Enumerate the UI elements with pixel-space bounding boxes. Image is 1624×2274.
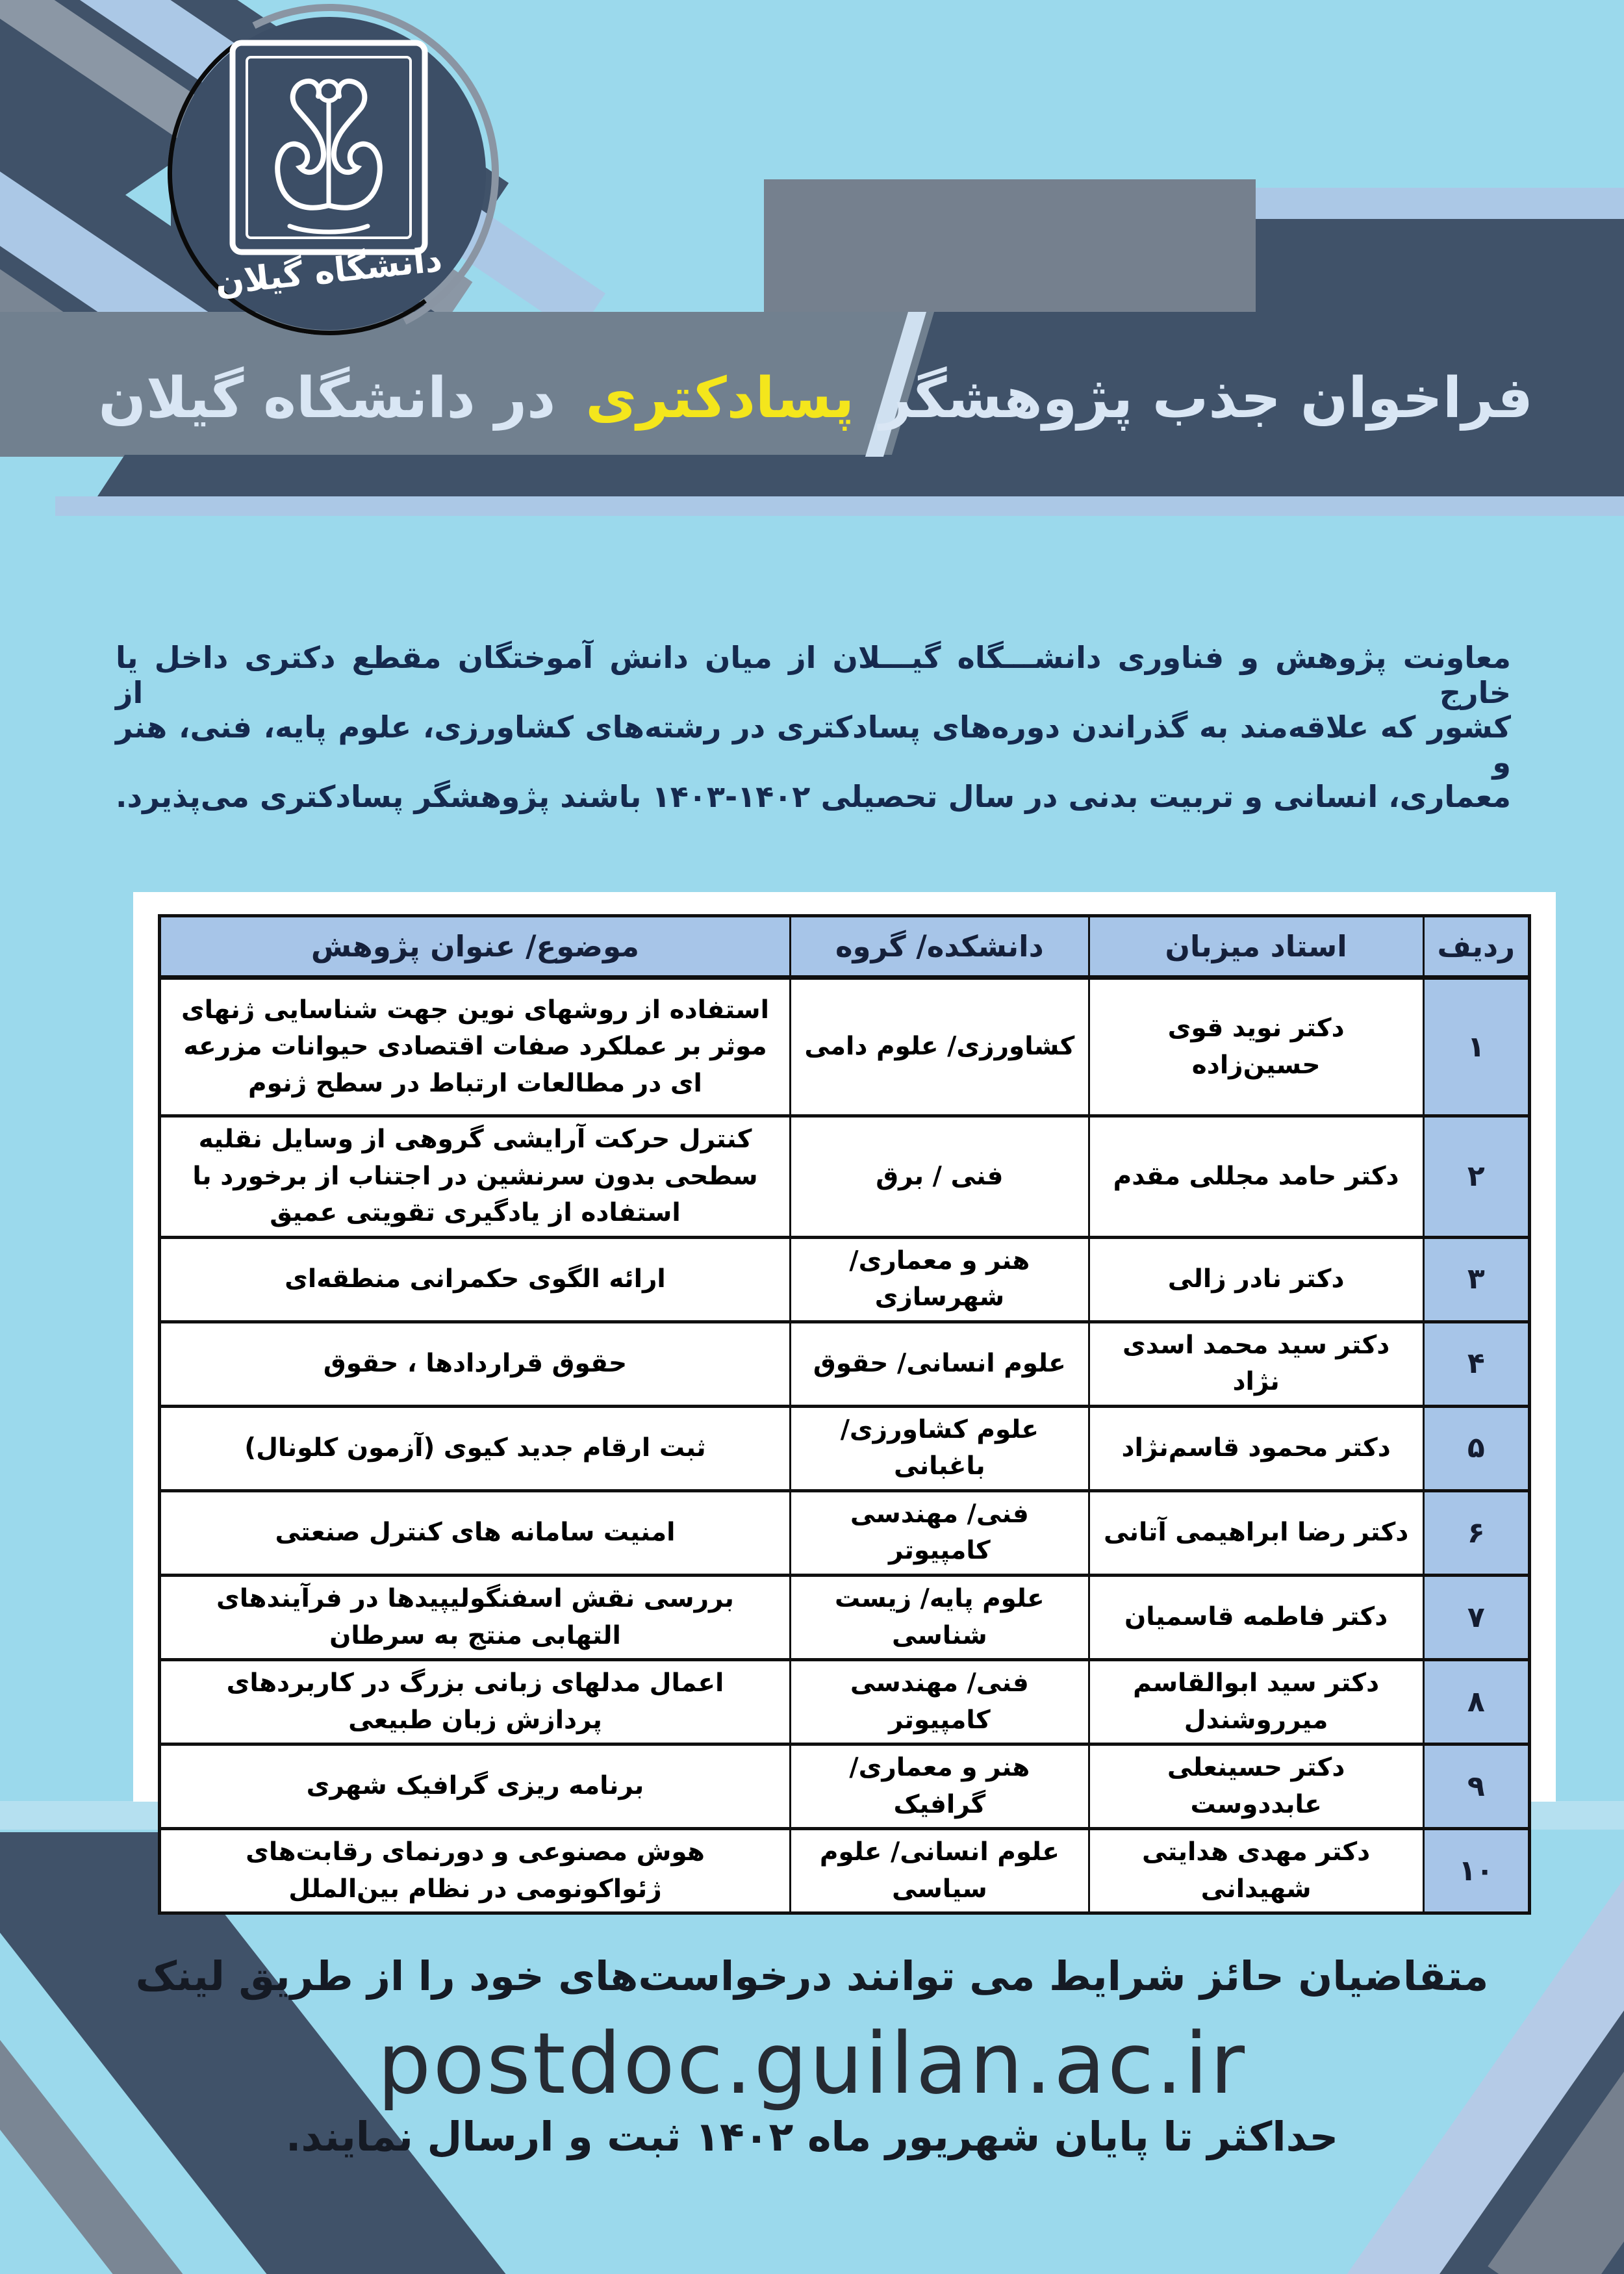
cell-faculty: هنر و معماری/ گرافیک — [790, 1744, 1089, 1829]
cell-topic: کنترل حرکت آرایشی گروهی از وسایل نقلیه سطحی بدون سرنشین در اجتناب از برخورد با استفاده از یادگیری تقویتی عمیق — [160, 1116, 791, 1238]
column-header-row-number: ردیف — [1423, 916, 1530, 978]
cell-faculty: علوم انسانی/ حقوق — [790, 1322, 1089, 1406]
cell-topic: ارائه الگوی حکمرانی منطقه‌ای — [160, 1237, 791, 1322]
cell-topic: هوش مصنوعی و دورنمای رقابت‌های ژئواکونومی در نظام بین‌الملل — [160, 1829, 791, 1913]
table-header-row — [160, 916, 1530, 978]
cell-row-number: ۹ — [1423, 1744, 1530, 1829]
cell-row-number: ۷ — [1423, 1576, 1530, 1660]
cell-faculty: فنی/ مهندسی کامپیوتر — [790, 1660, 1089, 1744]
header-bottom-periwinkle-strip — [55, 496, 1624, 516]
cell-professor: دکتر نادر زالی — [1089, 1237, 1423, 1322]
research-positions-table — [158, 914, 1531, 1915]
cell-professor: دکتر سید محمد اسدی نژاد — [1089, 1322, 1423, 1406]
cell-faculty: هنر و معماری/ شهرسازی — [790, 1237, 1089, 1322]
intro-line: معماری، انسانی و تربیت بدنی در سال تحصیلی ۱۴۰۲-۱۴۰۳ باشند پژوهشگر پسادکتری می‌پذیرد. — [116, 779, 1511, 814]
table-row — [160, 1406, 1530, 1490]
cell-faculty: علوم انسانی/ علوم سیاسی — [790, 1829, 1089, 1913]
page-title-left-group — [98, 350, 854, 447]
cell-faculty: فنی/ مهندسی کامپیوتر — [790, 1490, 1089, 1575]
table-row — [160, 1490, 1530, 1575]
cell-topic: برنامه ریزی گرافیک شهری — [160, 1744, 791, 1829]
cell-faculty: علوم کشاورزی/ باغبانی — [790, 1406, 1089, 1490]
cell-row-number: ۱ — [1423, 978, 1530, 1116]
cell-professor: دکتر نوید قوی حسین‌زاده — [1089, 978, 1423, 1116]
cell-row-number: ۶ — [1423, 1490, 1530, 1575]
cell-faculty: کشاورزی/ علوم دامی — [790, 978, 1089, 1116]
cell-professor: دکتر فاطمه قاسمیان — [1089, 1576, 1423, 1660]
cell-row-number: ۳ — [1423, 1237, 1530, 1322]
cell-professor: دکتر حامد مجللی مقدم — [1089, 1116, 1423, 1238]
cell-row-number: ۸ — [1423, 1660, 1530, 1744]
cell-row-number: ۲ — [1423, 1116, 1530, 1238]
table-row — [160, 1744, 1530, 1829]
table-row — [160, 1116, 1530, 1238]
cell-faculty: فنی / برق — [790, 1116, 1089, 1238]
header-slate-strip — [97, 455, 1624, 496]
table-row — [160, 1322, 1530, 1406]
page-title-highlight: پسادکتری — [585, 366, 854, 431]
cell-topic: ثبت ارقام جدید کیوی (آزمون کلونال) — [160, 1406, 791, 1490]
cell-topic: حقوق قراردادها ، حقوق — [160, 1322, 791, 1406]
cell-row-number: ۴ — [1423, 1322, 1530, 1406]
column-header-topic: موضوع/ عنوان پژوهش — [160, 916, 791, 978]
logo-emblem-icon — [192, 31, 465, 265]
cell-topic: اعمال مدلهای زبانی بزرگ در کاربردهای پردازش زبان طبیعی — [160, 1660, 791, 1744]
table-row — [160, 978, 1530, 1116]
cell-topic: امنیت سامانه های کنترل صنعتی — [160, 1490, 791, 1575]
column-header-faculty: دانشکده/ گروه — [790, 916, 1089, 978]
footer-instruction-line: متقاضیان حائز شرایط می توانند درخواست‌های خود را از طریق لینک — [135, 1952, 1489, 2000]
footer-deadline-line: حداکثر تا پایان شهریور ماه ۱۴۰۲ ثبت و ارسال نمایند. — [285, 2113, 1339, 2160]
cell-topic: استفاده از روشهای نوین جهت شناسایی ژنهای موثر بر عملکرد صفات اقتصادی حیوانات مزرعه ای در مطالعات ارتباط در سطح ژنوم — [160, 978, 791, 1116]
table-row — [160, 1829, 1530, 1913]
logo-calligraphy: دانشگاه گیلان — [213, 240, 444, 303]
table-row — [160, 1576, 1530, 1660]
table-header — [160, 916, 1530, 978]
cell-professor: دکتر محمود قاسم‌نژاد — [1089, 1406, 1423, 1490]
table-row — [160, 1237, 1530, 1322]
intro-line: کشور که علاقه‌مند به گذراندن دوره‌های پسادکتری در رشته‌های کشاورزی، علوم پایه، فنی، هنر و — [116, 709, 1511, 780]
cell-professor: دکتر سید ابوالقاسم میرروشندل — [1089, 1660, 1423, 1744]
cell-professor: دکتر حسینعلی عابددوست — [1089, 1744, 1423, 1829]
page-title-left: در دانشگاه گیلان — [98, 366, 556, 431]
column-header-professor: استاد میزبان — [1089, 916, 1423, 978]
page-title-right: فراخوان جذب پژوهشگر — [880, 366, 1533, 431]
cell-row-number: ۵ — [1423, 1406, 1530, 1490]
cell-faculty: علوم پایه/ زیست شناسی — [790, 1576, 1089, 1660]
cell-professor: دکتر مهدی هدایتی شهیدانی — [1089, 1829, 1423, 1913]
cell-row-number: ۱۰ — [1423, 1829, 1530, 1913]
cell-topic: بررسی نقش اسفنگولیپیدها در فرآیندهای التهابی منتج به سرطان — [160, 1576, 791, 1660]
cell-professor: دکتر رضا ابراهیمی آتانی — [1089, 1490, 1423, 1575]
table-row — [160, 1660, 1530, 1744]
header-periwinkle-strip — [1256, 188, 1624, 219]
intro-line: معاونت پژوهش و فناوری دانشـــگاه گیـــلان از میان دانش آموختگان مقطع دکتری داخل یا خارج از — [116, 640, 1511, 710]
application-link[interactable]: postdoc.guilan.ac.ir — [377, 2014, 1247, 2113]
